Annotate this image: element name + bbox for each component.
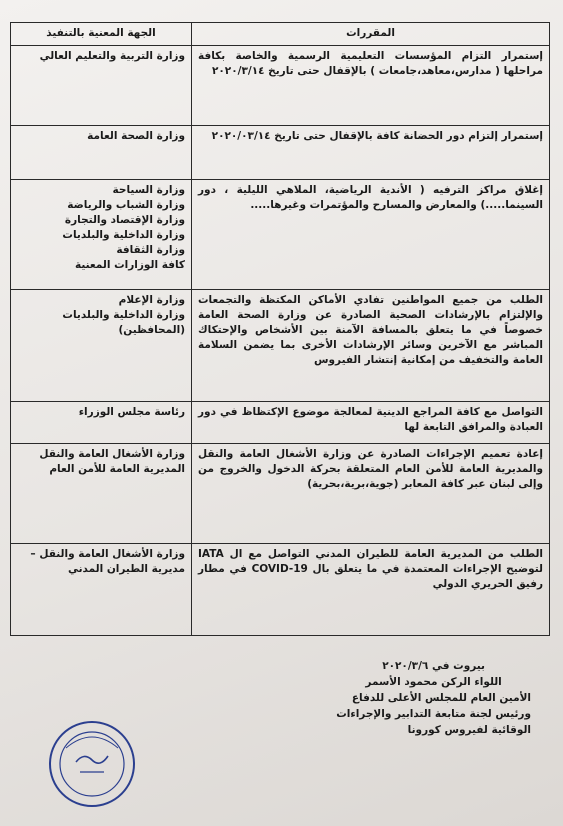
table-row	[11, 402, 550, 444]
authority-cell: وزارة التربية والتعليم العالي	[11, 46, 192, 126]
decision-cell: التواصل مع كافة المراجع الدينية لمعالجة موضوع الإكتظاظ في دور العبادة والمرافق التابعة لها	[192, 402, 550, 444]
decision-cell: الطلب من جميع المواطنين تفادي الأماكن المكتظة والتجمعات والإلتزام بالإرشادات الصحية الصادرة عن وزارة الصحة العامة خصوصاً في ما يتعلق بالمسافة الآمنة بين الأشخاص والإحتكاك المباشر مع الآخرين وسائر الإرشادات الأخرى بما يضمن السلامة العامة والتخفيف من إمكانية إنتشار الفيروس	[192, 290, 550, 402]
authority-cell: وزارة الإعلام وزارة الداخلية والبلديات (المحافظين)	[11, 290, 192, 402]
table-row	[11, 290, 550, 402]
decisions-table	[10, 22, 550, 636]
signatory-role-line1: ورئيس لجنة متابعة التدابير والإجراءات	[336, 708, 531, 720]
official-stamp	[46, 718, 138, 810]
signatory-title: الأمين العام للمجلس الأعلى للدفاع	[351, 692, 531, 704]
place-date: بيروت في ٢٠٢٠/٣/٦	[382, 660, 485, 672]
table-row	[11, 180, 550, 290]
table-row	[11, 126, 550, 180]
signature-block	[336, 658, 531, 738]
header-authority: الجهة المعنية بالتنفيذ	[11, 23, 192, 46]
authority-cell: وزارة الأشغال العامة والنقل المديرية العامة للأمن العام	[11, 444, 192, 544]
signatory-name: اللواء الركن محمود الأسمر	[365, 676, 502, 688]
authority-cell: وزارة الأشغال العامة والنقل – مديرية الطيران المدني	[11, 544, 192, 636]
table-row	[11, 544, 550, 636]
authority-cell: وزارة السياحة وزارة الشباب والرياضة وزارة الإقتصاد والتجارة وزارة الداخلية والبلديات وزارة الثقافة كافة الوزارات المعنية	[11, 180, 192, 290]
authority-cell: رئاسة مجلس الوزراء	[11, 402, 192, 444]
decision-cell: إعادة تعميم الإجراءات الصادرة عن وزارة الأشغال العامة والنقل والمديرية العامة للأمن العام المتعلقة بحركة الدخول والخروج من وإلى لبنان عبر كافة المعابر (جوية،برية،بحرية)	[192, 444, 550, 544]
decision-cell: إستمرار التزام المؤسسات التعليمية الرسمية والخاصة بكافة مراحلها ( مدارس،معاهد،جامعات ) بالإقفال حتى تاريخ ٢٠٢٠/٣/١٤	[192, 46, 550, 126]
table-header-row	[11, 23, 550, 46]
decision-cell: إغلاق مراكز الترفيه ( الأندية الرياضية، الملاهي الليلية ، دور السينما.....) والمعارض والمسارح والمؤتمرات وغيرها.....	[192, 180, 550, 290]
table-row	[11, 46, 550, 126]
decision-cell: إستمرار إلتزام دور الحضانة كافة بالإقفال حتى تاريخ ٢٠٢٠/٠٣/١٤	[192, 126, 550, 180]
signatory-role-line2: الوقائية لفيروس كورونا	[407, 724, 531, 736]
authority-cell: وزارة الصحة العامة	[11, 126, 192, 180]
header-decisions: المقررات	[192, 23, 550, 46]
table-row	[11, 444, 550, 544]
decision-cell: الطلب من المديرية العامة للطيران المدني التواصل مع ال IATA لتوضيح الإجراءات المعتمدة في ما يتعلق بال COVID-19 في مطار رفيق الحريري الدولي	[192, 544, 550, 636]
